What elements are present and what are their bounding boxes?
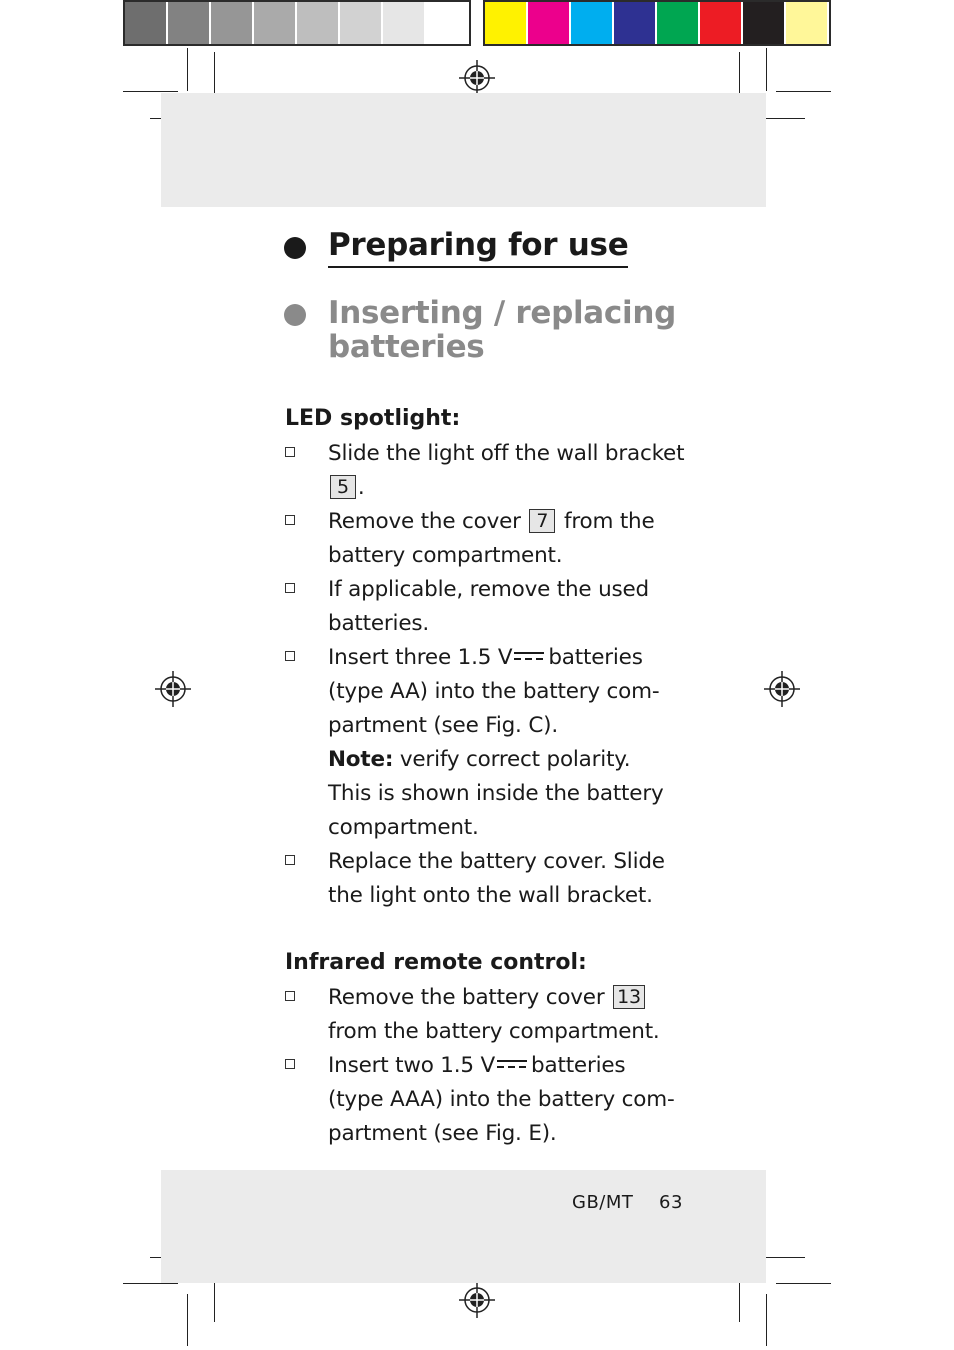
text-fragment: Remove the battery cover [328, 985, 605, 1010]
text-fragment: Remove the cover [328, 509, 521, 534]
note-label: Note: [328, 747, 394, 772]
list-item-text [328, 573, 708, 641]
text-line: partment (see Fig. E). [328, 1121, 557, 1146]
text-line: (type AAA) into the battery com- [328, 1087, 675, 1112]
list-item-text [328, 845, 708, 913]
checkbox-icon [285, 515, 295, 525]
crop-mark [766, 48, 767, 91]
list-item-text [328, 641, 708, 845]
footer-band [161, 1170, 766, 1283]
text-line: compartment. [328, 815, 479, 840]
text-line: Slide the light off the wall bracket [328, 441, 685, 466]
section-heading-line: batteries [328, 329, 485, 365]
text-line: partment (see Fig. C). [328, 713, 558, 738]
direct-current-icon [514, 650, 544, 662]
text-line: battery compartment. [328, 543, 563, 568]
checkbox-icon [285, 855, 295, 865]
registration-mark-icon [764, 671, 800, 707]
crop-mark [187, 48, 188, 91]
grayscale-frame [123, 0, 471, 46]
text-line [328, 981, 708, 1015]
text-line [328, 471, 708, 505]
remote-section-title: Infrared remote control: [285, 950, 587, 975]
list-item-text [328, 505, 708, 573]
registration-mark-icon [459, 60, 495, 96]
text-line: batteries. [328, 611, 429, 636]
text-fragment: Insert two 1.5 V [328, 1053, 496, 1078]
checkbox-icon [285, 991, 295, 1001]
figure-reference: 5 [330, 475, 356, 499]
text-line [328, 505, 708, 539]
heading-bullet-icon [284, 237, 306, 259]
text-fragment: batteries [531, 1053, 626, 1078]
list-item [285, 641, 705, 845]
text-line: (type AA) into the battery com- [328, 679, 660, 704]
crop-mark [187, 1294, 188, 1346]
list-item [285, 573, 705, 641]
list-item [285, 981, 705, 1049]
list-item-text [328, 981, 708, 1049]
text-line [328, 641, 708, 675]
checkbox-icon [285, 651, 295, 661]
text-line: This is shown inside the battery [328, 781, 664, 806]
list-item [285, 437, 705, 505]
text-line [328, 743, 708, 777]
text-fragment: from the [563, 509, 655, 534]
section-heading [328, 296, 676, 364]
crop-mark [766, 1294, 767, 1346]
list-item [285, 845, 705, 913]
list-item-text [328, 437, 708, 505]
list-item [285, 1049, 705, 1151]
text-fragment: . [357, 475, 365, 500]
list-item-text [328, 1049, 708, 1151]
list-item [285, 505, 705, 573]
text-line [328, 1049, 708, 1083]
figure-reference: 13 [613, 985, 645, 1009]
footer-language: GB/MT [572, 1192, 634, 1213]
text-line: If applicable, remove the used [328, 577, 649, 602]
direct-current-icon [497, 1058, 527, 1070]
text-line: the light onto the wall bracket. [328, 883, 653, 908]
text-fragment: verify correct polarity. [399, 747, 631, 772]
text-line: Replace the battery cover. Slide [328, 849, 665, 874]
section-heading-line: Inserting / replacing [328, 295, 676, 331]
checkbox-icon [285, 583, 295, 593]
led-section-title: LED spotlight: [285, 406, 461, 431]
crop-mark [776, 91, 831, 92]
registration-mark-icon [459, 1282, 495, 1318]
color-frame [483, 0, 831, 46]
page-title: Preparing for use [328, 226, 628, 268]
subheading-bullet-icon [284, 304, 306, 326]
checkbox-icon [285, 447, 295, 457]
page-number: 63 [659, 1192, 683, 1213]
text-fragment: batteries [548, 645, 643, 670]
crop-mark [123, 1283, 178, 1284]
header-band [161, 93, 766, 207]
text-line: from the battery compartment. [328, 1019, 660, 1044]
text-fragment: Insert three 1.5 V [328, 645, 513, 670]
crop-mark [123, 91, 178, 92]
figure-reference: 7 [529, 509, 555, 533]
crop-mark [776, 1283, 831, 1284]
checkbox-icon [285, 1059, 295, 1069]
registration-mark-icon [155, 671, 191, 707]
